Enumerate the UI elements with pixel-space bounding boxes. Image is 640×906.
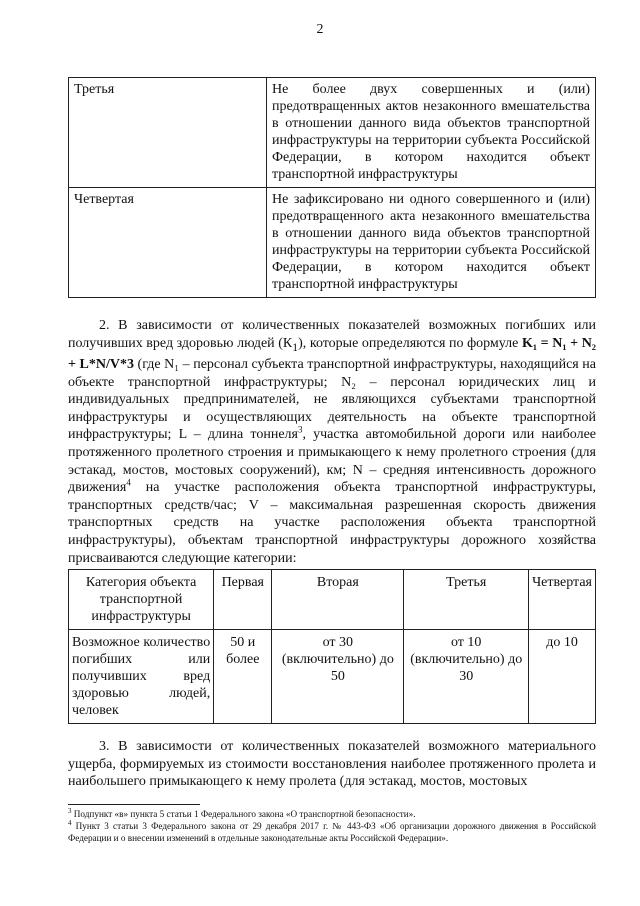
footnote-3 — [68, 808, 596, 820]
footnote-divider — [68, 804, 200, 805]
footnote-ref-3[interactable]: 3 — [297, 424, 303, 435]
table-cell: от 10 (включительно) до 30 — [404, 630, 529, 724]
paragraph-2-text: , участка автомобильной дороги или наиболее протяженного пролетного строения и примыкающего к нему пролетного строения (для эстакад, мостов, мостовых сооружений), км; N – средняя интенсивность дорожного движения — [68, 427, 596, 496]
column-header: Категория объекта транспортной инфраструктуры — [69, 570, 214, 630]
table-cell: 50 и более — [214, 630, 272, 724]
description-cell: Не более двух совершенных и (или) предотвращенных актов незаконного вмешательства в отношении данного вида объектов транспортной инфраструктуры на территории субъекта Российской Федерации, в котором находится объект транспортной инфраструктуры — [267, 78, 596, 188]
table-row — [69, 630, 596, 724]
paragraph-2-text: 2. В зависимости от количественных показателей возможных погибших или получивших вред здоровью людей (К — [68, 318, 596, 351]
subscript-1: 1 — [292, 340, 299, 354]
table-cell: от 30 (включительно) до 50 — [272, 630, 404, 724]
category-cell: Третья — [69, 78, 267, 188]
threat-category-table — [68, 77, 596, 298]
category-cell: Четвертая — [69, 188, 267, 298]
paragraph-2-text: на участке расположения объекта транспортной инфраструктуры, транспортных средств/час; V – максимальная разрешенная скорость движения транспортных средств на участке расположения объекта транспортной инфраструктуры), объектам транспортной инфраструктуры дорожного хозяйства присваиваются следующие категории: — [68, 480, 596, 566]
column-header: Третья — [404, 570, 529, 630]
table-header-row — [69, 570, 596, 630]
footnote-number: 3 — [68, 806, 72, 815]
paragraph-2-text: ), которые определяются по формуле — [298, 335, 522, 351]
paragraph-2-text: (где N₁ – персонал субъекта транспортной инфраструктуры, находящийся на объекте транспортной инфраструктуры; N₂ – персонал юридических лиц и индивидуальных предпринимателей, не являющихся субъектами транспортной инфраструктуры и осуществляющих деятельность на объекте транспортной инфраструктуры; L – длина тоннеля — [68, 356, 596, 443]
table-row — [69, 188, 596, 298]
column-header: Вторая — [272, 570, 404, 630]
row-label: Возможное количество погибших или получивших вред здоровью людей, человек — [69, 630, 214, 724]
formula: K₁ = N₁ + N₂ + L*N/V*3 — [68, 335, 597, 372]
footnote-number: 4 — [68, 818, 72, 827]
footnote-text: Пункт 3 статьи 3 Федерального закона от 29 декабря 2017 г. № 443-ФЗ «Об организации дорожного движения в Российской Федерации и о внесении изменений в отдельные законодательные акты Российской Федерации». — [68, 821, 596, 843]
table-cell: до 10 — [529, 630, 596, 724]
footnote-4 — [68, 820, 596, 844]
column-header: Первая — [214, 570, 272, 630]
footnotes — [68, 808, 596, 844]
description-cell: Не зафиксировано ни одного совершенного и (или) предотвращенного акта незаконного вмешательства в отношении данного вида объектов транспортной инфраструктуры на территории субъекта Российской Федерации, в котором находится объект транспортной инфраструктуры — [267, 188, 596, 298]
footnote-text: Подпункт «в» пункта 5 статьи 1 Федерального закона «О транспортной безопасности». — [73, 809, 416, 819]
footnote-ref-4[interactable]: 4 — [126, 477, 131, 488]
paragraph-3: 3. В зависимости от количественных показателей возможного материального ущерба, формируемых из стоимости восстановления наиболее протяженного пролета и наибольшего примыкающего к нему пролета (для эстакад, мостов, мостовых — [68, 739, 596, 790]
casualty-category-table — [68, 569, 596, 724]
page-number: 2 — [316, 22, 324, 37]
column-header: Четвертая — [529, 570, 596, 630]
paragraph-2 — [68, 317, 596, 567]
table-row — [69, 78, 596, 188]
